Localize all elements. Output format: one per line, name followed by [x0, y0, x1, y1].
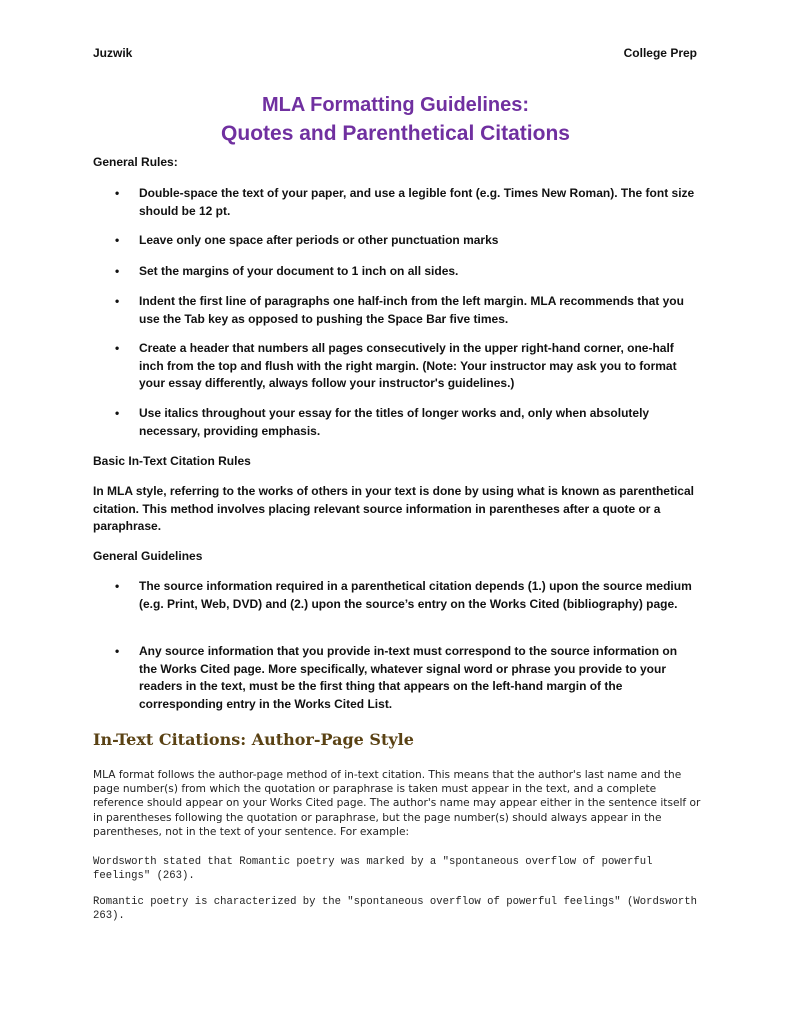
list-item: [93, 405, 698, 440]
bullet-icon: •: [115, 294, 120, 308]
list-item: [93, 263, 698, 281]
bullet-icon: •: [115, 406, 120, 420]
list-item-text: Any source information that you provide in-text must correspond to the source information on the Works Cited page. More specifically, whatever signal word or phrase you provide to your readers in the text, must be the first thing that appears on the left-hand margin of the corresponding entry in the Works Cited List.: [139, 644, 678, 711]
general-rules-label: General Rules:: [93, 155, 178, 169]
page-subtitle: Quotes and Parenthetical Citations: [221, 122, 570, 145]
list-item: [93, 293, 698, 328]
list-item: [93, 232, 698, 250]
list-item-text: Leave only one space after periods or other punctuation marks: [139, 233, 499, 247]
section-heading: In-Text Citations: Author-Page Style: [93, 730, 414, 749]
bullet-icon: •: [115, 233, 120, 247]
list-item: [93, 340, 698, 393]
page-title: MLA Formatting Guidelines:: [261, 94, 530, 116]
bullet-icon: •: [115, 341, 120, 355]
bullet-icon: •: [115, 579, 120, 593]
list-item: [93, 578, 698, 613]
list-item-text: The source information required in a parenthetical citation depends (1.) upon the source medium (e.g. Print, Web, DVD) and (2.) upon the source’s entry on the Works Cited (bibliography) page.: [139, 579, 692, 611]
basic-rules-label: Basic In-Text Citation Rules: [93, 454, 251, 468]
basic-rules-text: In MLA style, referring to the works of others in your text is done by using what is known as parenthetical citation. This method involves placing relevant source information in parentheses after a quote or a paraphrase.: [93, 484, 694, 533]
example-citation: Romantic poetry is characterized by the "spontaneous overflow of powerful feelings" (Wordsworth 263).: [93, 896, 697, 922]
bullet-icon: •: [115, 186, 120, 200]
list-item-text: Set the margins of your document to 1 inch on all sides.: [139, 264, 459, 278]
general-guidelines-label: General Guidelines: [93, 549, 203, 563]
author-page-text: MLA format follows the author-page method of in-text citation. This means that the author's last name and the page number(s) from which the quotation or paraphrase is taken must appear in the text, and a complete reference should appear on your Works Cited page. The author's name may appear either in the sentence itself or in parentheses following the quotation or paraphrase, but the page number(s) should always appear in the parentheses, not in the text of your sentence. For example:: [93, 769, 701, 838]
example-citation: Wordsworth stated that Romantic poetry was marked by a "spontaneous overflow of powerful feelings" (263).: [93, 856, 653, 882]
header-course: College Prep: [623, 46, 697, 60]
list-item-text: Use italics throughout your essay for the titles of longer works and, only when absolutely necessary, providing emphasis.: [139, 406, 650, 438]
header-author: Juzwik: [93, 46, 133, 60]
list-item-text: Double-space the text of your paper, and use a legible font (e.g. Times New Roman). The font size should be 12 pt.: [139, 186, 695, 218]
list-item: [93, 185, 698, 220]
bullet-icon: •: [115, 644, 120, 658]
list-item-text: Indent the first line of paragraphs one half-inch from the left margin. MLA recommends that you use the Tab key as opposed to pushing the Space Bar five times.: [139, 294, 684, 326]
list-item: [93, 643, 698, 713]
list-item-text: Create a header that numbers all pages consecutively in the upper right-hand corner, one-half inch from the top and flush with the right margin. (Note: Your instructor may ask you to format your essay differently, always follow your instructor's guidelines.): [139, 341, 677, 390]
bullet-icon: •: [115, 264, 120, 278]
